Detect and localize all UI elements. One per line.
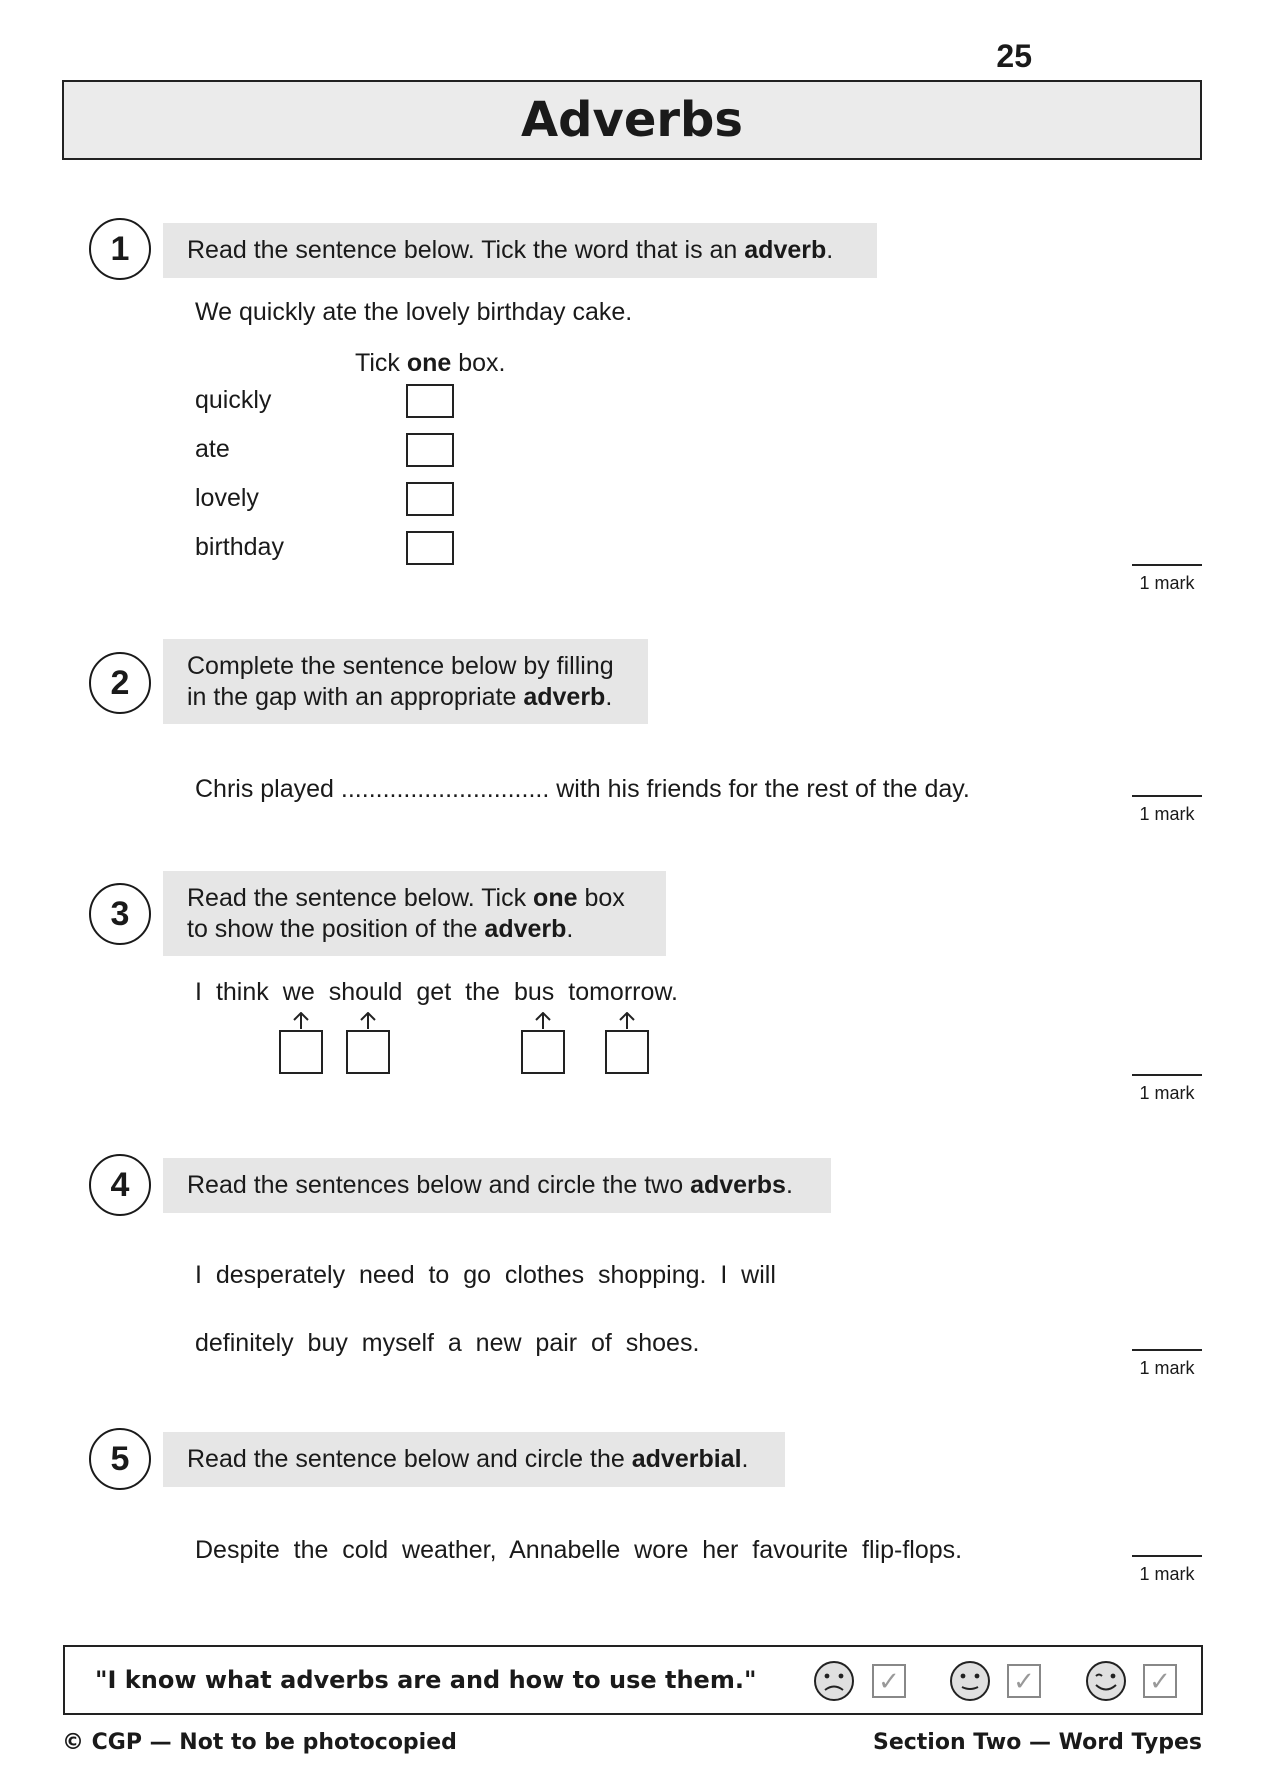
instruction-text: Read the sentence below and circle the [187, 1445, 632, 1473]
tick-box-ate[interactable] [406, 433, 454, 467]
question-2-instruction [163, 639, 648, 724]
section-label: Section Two — Word Types [872, 1730, 1202, 1755]
question-3-instruction [163, 871, 666, 956]
question-4-sentence-line-1: I desperately need to go clothes shopping. I will [195, 1261, 776, 1289]
happy-face-icon [1085, 1660, 1127, 1702]
question-1-sentence: We quickly ate the lovely birthday cake. [195, 298, 633, 326]
tick-label-text: box. [451, 349, 506, 377]
instruction-line-2 [187, 682, 622, 713]
tick-box-birthday[interactable] [406, 531, 454, 565]
option-label-birthday: birthday [195, 533, 284, 561]
question-4-sentence-line-2: definitely buy myself a new pair of shoes. [195, 1329, 700, 1357]
position-box-1[interactable] [279, 1030, 323, 1074]
option-label-quickly: quickly [195, 386, 272, 414]
instruction-line-1 [187, 883, 640, 914]
sentence-word: think [215, 978, 269, 1006]
mark-label: 1 mark [1139, 1083, 1195, 1103]
up-arrow-icon [615, 1012, 639, 1030]
mark-line [1132, 795, 1202, 797]
instruction-text: Read the sentence below. Tick the word that is an [187, 236, 745, 264]
position-box-2[interactable] [346, 1030, 390, 1074]
sentence-start: Chris played [195, 775, 334, 803]
sentence-end: with his friends for the rest of the day. [556, 775, 970, 803]
sentence-word: bus [513, 978, 555, 1006]
instruction-text: to show the position of the [187, 915, 485, 943]
instruction-text: . [566, 915, 574, 943]
title-banner [62, 80, 1202, 160]
instruction-keyword: adverb [484, 915, 567, 943]
tick-box-quickly[interactable] [406, 384, 454, 418]
question-number-5: 5 [89, 1428, 151, 1490]
mark-label: 1 mark [1139, 1564, 1195, 1584]
check-box-sad[interactable] [872, 1664, 906, 1698]
question-number-3: 3 [89, 883, 151, 945]
up-arrow-icon [356, 1012, 380, 1030]
self-assessment-quote: "I know what adverbs are and how to use them." [95, 1666, 757, 1694]
neutral-face-icon [949, 1660, 991, 1702]
mark-line [1132, 564, 1202, 566]
sentence-word: get [416, 978, 452, 1006]
instruction-text: . [826, 236, 834, 264]
mark-line [1132, 1074, 1202, 1076]
instruction-text: Read the sentence below. Tick [187, 884, 534, 912]
mark-line [1132, 1555, 1202, 1557]
instruction-line-2 [187, 914, 640, 945]
mark-label: 1 mark [1139, 804, 1195, 824]
question-number-2: 2 [89, 652, 151, 714]
tick-label-keyword: one [406, 349, 452, 377]
question-4-instruction [163, 1158, 831, 1213]
page-title: Adverbs [521, 92, 743, 148]
question-2-sentence [195, 774, 970, 804]
tick-box-lovely[interactable] [406, 482, 454, 516]
sentence-word: tomorrow. [568, 978, 679, 1006]
instruction-keyword: adverbial [631, 1445, 742, 1473]
instruction-text: . [785, 1171, 793, 1199]
instruction-text: in the gap with an appropriate [187, 683, 524, 711]
question-5-instruction [163, 1432, 785, 1487]
question-number-4: 4 [89, 1154, 151, 1216]
sentence-word: I [195, 978, 202, 1006]
instruction-text: Read the sentences below and circle the two [187, 1171, 691, 1199]
instruction-text: . [741, 1445, 749, 1473]
mark-label: 1 mark [1139, 1358, 1195, 1378]
position-box-4[interactable] [605, 1030, 649, 1074]
option-label-ate: ate [195, 435, 230, 463]
copyright-notice: © CGP — Not to be photocopied [62, 1730, 457, 1755]
question-5-sentence: Despite the cold weather, Annabelle wore her favourite flip-flops. [195, 1536, 963, 1564]
position-box-3[interactable] [521, 1030, 565, 1074]
instruction-keyword: adverbs [690, 1171, 786, 1199]
check-box-happy[interactable] [1143, 1664, 1177, 1698]
question-number-1: 1 [89, 218, 151, 280]
check-box-neutral[interactable] [1007, 1664, 1041, 1698]
tick-label-text: Tick [355, 349, 407, 377]
option-label-lovely: lovely [195, 484, 259, 512]
mark-label: 1 mark [1139, 573, 1195, 593]
instruction-keyword: adverb [523, 683, 606, 711]
mark-line [1132, 1349, 1202, 1351]
instruction-keyword: one [533, 884, 578, 912]
tick-one-box-label [355, 348, 506, 378]
sentence-word: the [465, 978, 500, 1006]
instruction-text: box [577, 884, 625, 912]
check-mark-icon: ✓ [1149, 1666, 1171, 1696]
instruction-text: Complete the sentence below by filling [187, 652, 614, 680]
check-mark-icon: ✓ [1013, 1666, 1035, 1696]
instruction-keyword: adverb [744, 236, 827, 264]
up-arrow-icon [289, 1012, 313, 1030]
instruction-text: . [605, 683, 613, 711]
sad-face-icon [813, 1660, 855, 1702]
page-number: 25 [996, 38, 1032, 74]
question-1-instruction [163, 223, 877, 278]
question-3-sentence [195, 977, 692, 1007]
sentence-word: we [282, 978, 315, 1006]
sentence-word: should [328, 978, 403, 1006]
answer-gap[interactable]: .............................. [340, 775, 550, 803]
check-mark-icon: ✓ [878, 1666, 900, 1696]
up-arrow-icon [531, 1012, 555, 1030]
